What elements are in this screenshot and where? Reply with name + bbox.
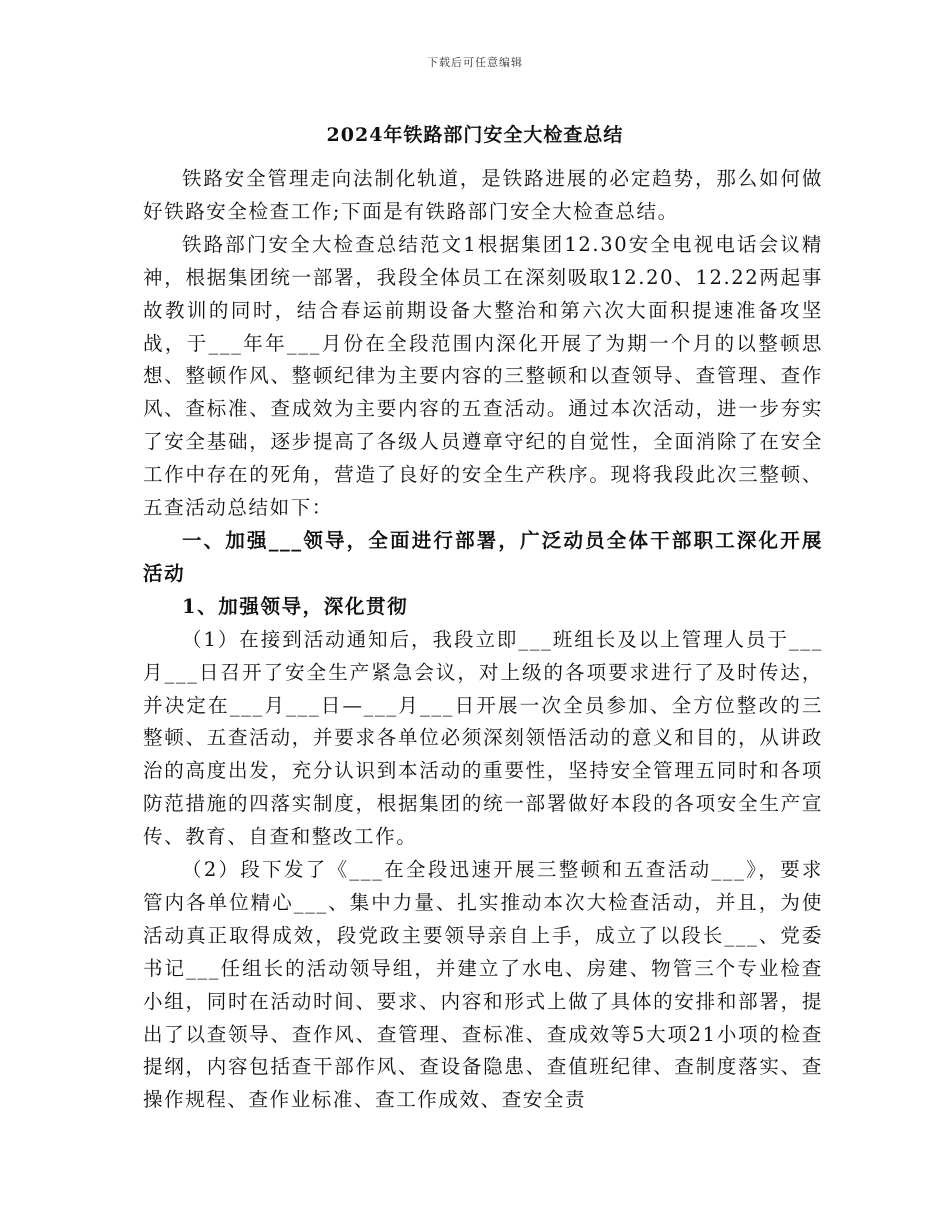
- paragraph-intro: 铁路安全管理走向法制化轨道，是铁路进展的必定趋势，那么如何做好铁路安全检查工作;下面是有铁路部门安全大检查总结。: [143, 167, 823, 223]
- paragraph-item-1: （1）在接到活动通知后，我段立即___班组长及以上管理人员于___月___日召开了安全生产紧急会议，对上级的各项要求进行了及时传达，并决定在___月___日—___月___日开展一次全员参加、全方位整改的三整顿、五查活动，并要求各单位必须深刻领悟活动的意义和目的，从讲政治的高度出发，充分认识到本活动的重要性，坚持安全管理五同时和各项防范措施的四落实制度，根据集团的统一部署做好本段的各项安全生产宣传、教育、自查和整改工作。: [143, 627, 823, 849]
- paragraph-item-2: （2）段下发了《___在全段迅速开展三整顿和五查活动___》，要求管内各单位精心___、集中力量、扎实推动本次大检查活动，并且，为使活动真正取得成效，段党政主要领导亲自上手，成立了以段长___、党委书记___任组长的活动领导组，并建立了水电、房建、物管三个专业检查小组，同时在活动时间、要求、内容和形式上做了具体的安排和部署，提出了以查领导、查作风、查管理、查标准、查成效等5大项21小项的检查提纲，内容包括查干部作风、查设备隐患、查值班纪律、查制度落实、查操作规程、查作业标准、查工作成效、查安全责: [143, 858, 823, 1112]
- document-title: 2024年铁路部门安全大检查总结: [326, 124, 624, 146]
- section-heading-1: 一、加强___领导，全面进行部署，广泛动员全体干部职工深化开展活动: [143, 528, 823, 585]
- paragraph-summary: 铁路部门安全大检查总结范文1根据集团12.30安全电视电话会议精神，根据集团统一部署，我段全体员工在深刻吸取12.20、12.22两起事故教训的同时，结合春运前期设备大整治和第六次大面积提速准备攻坚战，于___年年___月份在全段范围内深化开展了为期一个月的以整顿思想、整顿作风、整顿纪律为主要内容的三整顿和以查领导、查管理、查作风、查标准、查成效为主要内容的五查活动。通过本次活动，进一步夯实了安全基础，逐步提高了各级人员遵章守纪的自觉性，全面消除了在安全工作中存在的死角，营造了良好的安全生产秩序。现将我段此次三整顿、五查活动总结如下：: [143, 232, 823, 520]
- subsection-heading-1: 1、加强领导，深化贯彻: [182, 594, 409, 618]
- document-body: [143, 163, 823, 1117]
- page-header-note: 下载后可任意编辑: [427, 56, 523, 69]
